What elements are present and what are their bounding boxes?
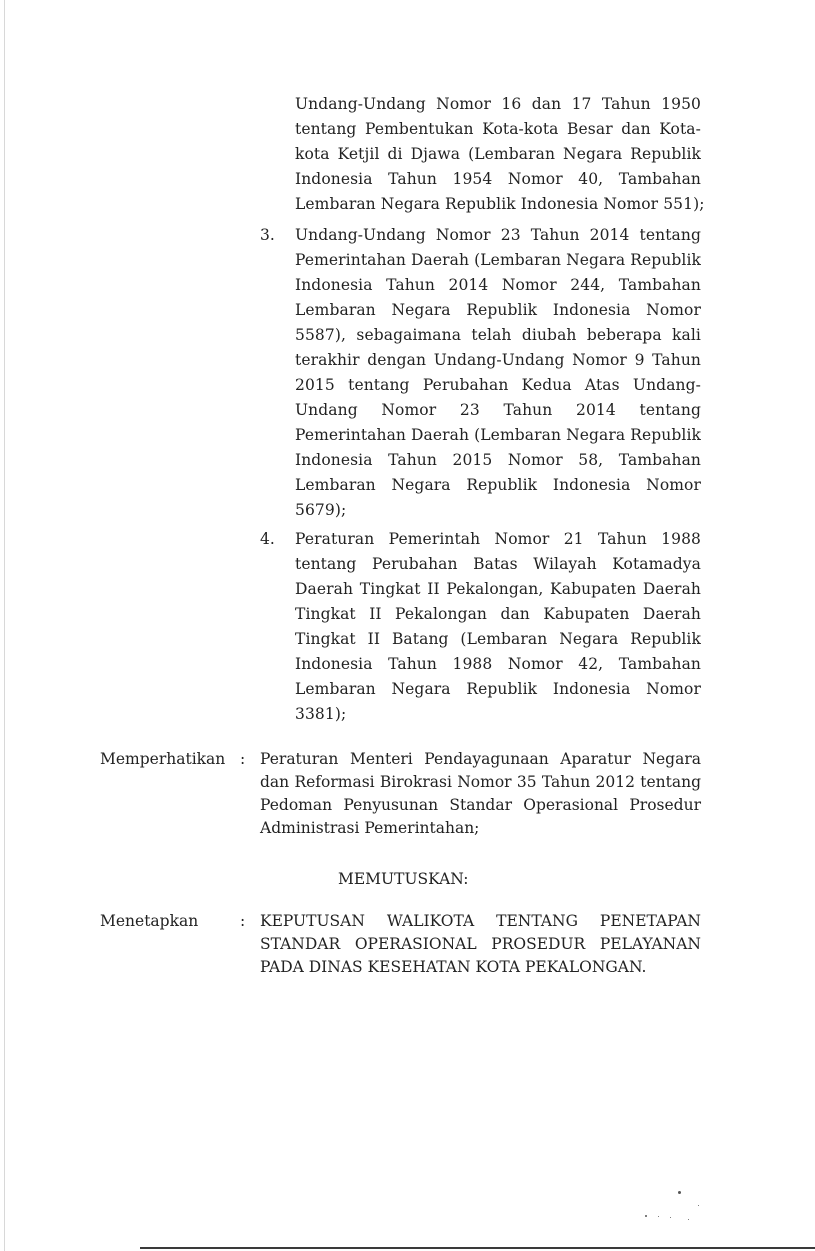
text-line: PADA DINAS KESEHATAN KOTA PEKALONGAN. — [260, 958, 647, 976]
text-line: tentang Perubahan Batas Wilayah Kotamadya — [295, 555, 701, 573]
text-line: Indonesia Tahun 2015 Nomor 58, Tambahan — [295, 451, 701, 469]
text-line: 2015 tentang Perubahan Kedua Atas Undang- — [295, 376, 701, 394]
text-line: Indonesia Tahun 1954 Nomor 40, Tambahan — [295, 170, 701, 188]
memutuskan-heading: MEMUTUSKAN: — [338, 870, 469, 888]
text-line: Indonesia Tahun 2014 Nomor 244, Tambahan — [295, 276, 701, 294]
text-line: 3381); — [295, 705, 347, 723]
text-line: Pemerintahan Daerah (Lembaran Negara Republik — [295, 426, 702, 444]
text-line: Daerah Tingkat II Pekalongan, Kabupaten Daerah — [295, 580, 701, 598]
text-line: Administrasi Pemerintahan; — [260, 819, 480, 837]
section-label: Menetapkan — [100, 912, 199, 930]
text-line: KEPUTUSAN WALIKOTA TENTANG PENETAPAN — [260, 912, 701, 930]
text-line: kota Ketjil di Djawa (Lembaran Negara Republik — [295, 145, 701, 163]
text-line: 5679); — [295, 501, 347, 519]
text-line: Peraturan Pemerintah Nomor 21 Tahun 1988 — [295, 530, 701, 548]
section-label: Memperhatikan — [100, 750, 226, 768]
text-line: 5587), sebagaimana telah diubah beberapa kali — [295, 326, 701, 344]
bottom-rule — [140, 1247, 815, 1249]
text-line: STANDAR OPERASIONAL PROSEDUR PELAYANAN — [260, 935, 701, 953]
text-line: Lembaran Negara Republik Indonesia Nomor — [295, 476, 701, 494]
section-colon: : — [240, 912, 246, 930]
page-edge — [4, 0, 5, 1251]
text-line: Indonesia Tahun 1988 Nomor 42, Tambahan — [295, 655, 701, 673]
text-line: tentang Pembentukan Kota-kota Besar dan Kota- — [295, 120, 701, 138]
section-colon: : — [240, 750, 246, 768]
text-line: Undang-Undang Nomor 16 dan 17 Tahun 1950 — [295, 95, 701, 113]
scan-specks — [640, 1189, 710, 1229]
text-line: Lembaran Negara Republik Indonesia Nomor 551); — [295, 195, 705, 213]
text-line: terakhir dengan Undang-Undang Nomor 9 Tahun — [295, 351, 701, 369]
text-line: Undang Nomor 23 Tahun 2014 tentang — [295, 401, 701, 419]
text-line: Pemerintahan Daerah (Lembaran Negara Republik — [295, 251, 702, 269]
text-line: Lembaran Negara Republik Indonesia Nomor — [295, 680, 701, 698]
text-line: Tingkat II Pekalongan dan Kabupaten Daerah — [295, 605, 701, 623]
text-line: Lembaran Negara Republik Indonesia Nomor — [295, 301, 701, 319]
item-number: 3. — [260, 226, 275, 244]
text-line: Tingkat II Batang (Lembaran Negara Republik — [295, 630, 701, 648]
text-line: Peraturan Menteri Pendayagunaan Aparatur Negara — [260, 750, 701, 768]
text-line: Undang-Undang Nomor 23 Tahun 2014 tentang — [295, 226, 701, 244]
text-line: Pedoman Penyusunan Standar Operasional Prosedur — [260, 796, 701, 814]
text-line: dan Reformasi Birokrasi Nomor 35 Tahun 2012 tentang — [260, 773, 701, 791]
item-number: 4. — [260, 530, 275, 548]
